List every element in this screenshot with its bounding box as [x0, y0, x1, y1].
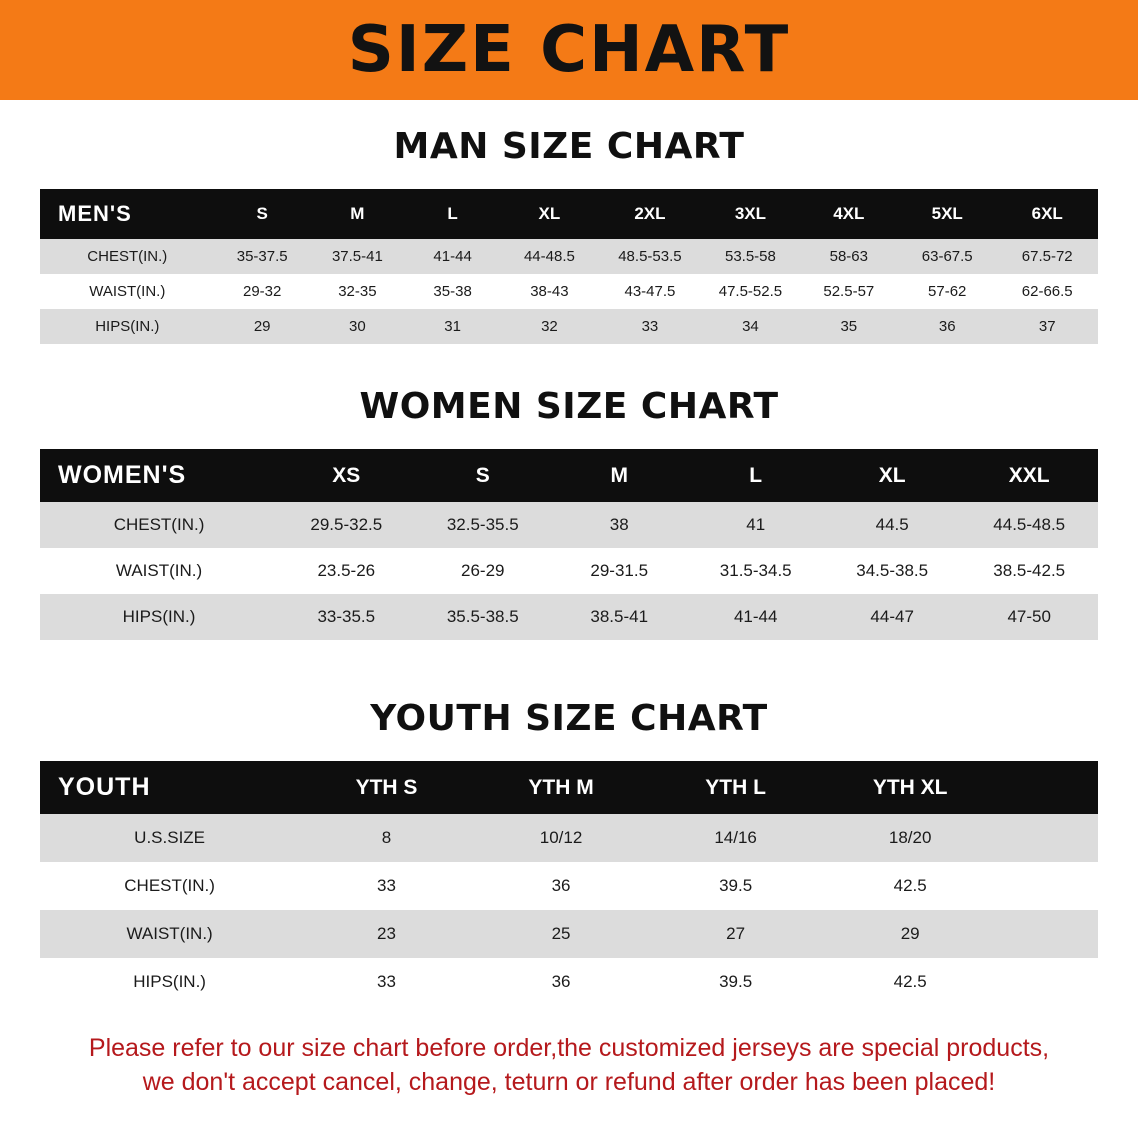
man-hips-5xl: 36 [898, 309, 996, 344]
man-waist-3xl: 47.5-52.5 [701, 274, 799, 309]
women-waist-xl: 34.5-38.5 [824, 548, 960, 594]
women-hips-xxl: 47-50 [960, 594, 1098, 640]
table-row [40, 958, 1098, 1006]
disclaimer-note [36, 1032, 1102, 1100]
disclaimer-line-2: we don't accept cancel, change, teturn or refund after order has been placed! [142, 1067, 996, 1096]
youth-table-wrapper [40, 761, 1098, 1006]
women-header-s: S [415, 449, 551, 502]
women-hips-m: 38.5-41 [551, 594, 687, 640]
table-row [40, 910, 1098, 958]
youth-table-header [40, 761, 1098, 814]
women-row-label-waist: WAIST(IN.) [40, 548, 278, 594]
youth-chest-spacer [997, 862, 1098, 910]
women-waist-l: 31.5-34.5 [687, 548, 823, 594]
youth-ussize-yth-l: 14/16 [648, 814, 823, 862]
youth-row-label-ussize: U.S.SIZE [40, 814, 299, 862]
women-header-xxl: XXL [960, 449, 1098, 502]
man-header-m: M [310, 189, 405, 239]
table-row [40, 274, 1098, 309]
man-chest-3xl: 53.5-58 [701, 239, 799, 274]
man-hips-2xl: 33 [599, 309, 702, 344]
youth-waist-yth-l: 27 [648, 910, 823, 958]
youth-waist-yth-xl: 29 [823, 910, 998, 958]
youth-table-body [40, 814, 1098, 1006]
youth-chest-yth-m: 36 [474, 862, 649, 910]
women-row-label-hips: HIPS(IN.) [40, 594, 278, 640]
man-table-body [40, 239, 1098, 344]
man-chest-2xl: 48.5-53.5 [599, 239, 702, 274]
table-row [40, 502, 1098, 548]
youth-waist-spacer [997, 910, 1098, 958]
man-hips-s: 29 [215, 309, 310, 344]
man-hips-3xl: 34 [701, 309, 799, 344]
man-hips-xl: 32 [500, 309, 598, 344]
women-size-table [40, 449, 1098, 640]
youth-ussize-yth-m: 10/12 [474, 814, 649, 862]
youth-header-yth-m: YTH M [474, 761, 649, 814]
man-hips-4xl: 35 [800, 309, 898, 344]
man-chest-6xl: 67.5-72 [996, 239, 1098, 274]
table-row [40, 594, 1098, 640]
youth-row-label-waist: WAIST(IN.) [40, 910, 299, 958]
man-header-xl: XL [500, 189, 598, 239]
women-waist-xxl: 38.5-42.5 [960, 548, 1098, 594]
women-waist-m: 29-31.5 [551, 548, 687, 594]
youth-header-spacer [997, 761, 1098, 814]
table-row [40, 862, 1098, 910]
youth-row-label-chest: CHEST(IN.) [40, 862, 299, 910]
youth-hips-yth-m: 36 [474, 958, 649, 1006]
women-header-xl: XL [824, 449, 960, 502]
women-chest-m: 38 [551, 502, 687, 548]
man-header-label: MEN'S [40, 189, 215, 239]
youth-chest-yth-s: 33 [299, 862, 474, 910]
table-row [40, 814, 1098, 862]
man-row-label-hips: HIPS(IN.) [40, 309, 215, 344]
youth-row-label-hips: HIPS(IN.) [40, 958, 299, 1006]
youth-ussize-spacer [997, 814, 1098, 862]
man-table-wrapper [40, 189, 1098, 344]
women-section-heading: WOMEN SIZE CHART [359, 386, 779, 427]
youth-header-yth-l: YTH L [648, 761, 823, 814]
youth-chest-yth-xl: 42.5 [823, 862, 998, 910]
table-header-row [40, 189, 1098, 239]
man-header-l: L [405, 189, 500, 239]
man-waist-2xl: 43-47.5 [599, 274, 702, 309]
women-hips-xl: 44-47 [824, 594, 960, 640]
women-chest-xs: 29.5-32.5 [278, 502, 414, 548]
man-waist-m: 32-35 [310, 274, 405, 309]
man-header-6xl: 6XL [996, 189, 1098, 239]
women-chest-s: 32.5-35.5 [415, 502, 551, 548]
man-chest-l: 41-44 [405, 239, 500, 274]
man-waist-xl: 38-43 [500, 274, 598, 309]
man-hips-l: 31 [405, 309, 500, 344]
women-row-label-chest: CHEST(IN.) [40, 502, 278, 548]
women-header-xs: XS [278, 449, 414, 502]
man-waist-4xl: 52.5-57 [800, 274, 898, 309]
man-chest-4xl: 58-63 [800, 239, 898, 274]
women-table-body [40, 502, 1098, 640]
man-section-heading: MAN SIZE CHART [393, 126, 745, 167]
youth-ussize-yth-xl: 18/20 [823, 814, 998, 862]
man-header-2xl: 2XL [599, 189, 702, 239]
youth-chest-yth-l: 39.5 [648, 862, 823, 910]
table-row [40, 548, 1098, 594]
man-waist-6xl: 62-66.5 [996, 274, 1098, 309]
man-hips-m: 30 [310, 309, 405, 344]
banner [0, 0, 1138, 100]
man-header-s: S [215, 189, 310, 239]
disclaimer-line-1: Please refer to our size chart before order,the customized jerseys are special products, [88, 1034, 1050, 1062]
women-table-wrapper [40, 449, 1098, 640]
table-row [40, 239, 1098, 274]
youth-hips-spacer [997, 958, 1098, 1006]
man-waist-5xl: 57-62 [898, 274, 996, 309]
youth-waist-yth-m: 25 [474, 910, 649, 958]
women-chest-xxl: 44.5-48.5 [960, 502, 1098, 548]
man-header-5xl: 5XL [898, 189, 996, 239]
youth-hips-yth-s: 33 [299, 958, 474, 1006]
man-chest-s: 35-37.5 [215, 239, 310, 274]
man-header-3xl: 3XL [701, 189, 799, 239]
youth-ussize-yth-s: 8 [299, 814, 474, 862]
women-table-header [40, 449, 1098, 502]
women-header-m: M [551, 449, 687, 502]
man-chest-xl: 44-48.5 [500, 239, 598, 274]
man-chest-m: 37.5-41 [310, 239, 405, 274]
man-hips-6xl: 37 [996, 309, 1098, 344]
youth-header-yth-xl: YTH XL [823, 761, 998, 814]
man-size-table [40, 189, 1098, 344]
women-waist-xs: 23.5-26 [278, 548, 414, 594]
man-waist-s: 29-32 [215, 274, 310, 309]
youth-header-label: YOUTH [40, 761, 299, 814]
youth-waist-yth-s: 23 [299, 910, 474, 958]
man-row-label-waist: WAIST(IN.) [40, 274, 215, 309]
page-title: SIZE CHART [347, 13, 791, 87]
man-table-header [40, 189, 1098, 239]
youth-hips-yth-xl: 42.5 [823, 958, 998, 1006]
women-chest-xl: 44.5 [824, 502, 960, 548]
women-waist-s: 26-29 [415, 548, 551, 594]
women-header-l: L [687, 449, 823, 502]
youth-hips-yth-l: 39.5 [648, 958, 823, 1006]
man-header-4xl: 4XL [800, 189, 898, 239]
women-hips-xs: 33-35.5 [278, 594, 414, 640]
table-header-row [40, 449, 1098, 502]
women-header-label: WOMEN'S [40, 449, 278, 502]
youth-section-heading: YOUTH SIZE CHART [370, 698, 768, 739]
man-waist-l: 35-38 [405, 274, 500, 309]
women-hips-l: 41-44 [687, 594, 823, 640]
table-row [40, 309, 1098, 344]
youth-size-table [40, 761, 1098, 1006]
women-hips-s: 35.5-38.5 [415, 594, 551, 640]
youth-header-yth-s: YTH S [299, 761, 474, 814]
man-row-label-chest: CHEST(IN.) [40, 239, 215, 274]
table-header-row [40, 761, 1098, 814]
man-chest-5xl: 63-67.5 [898, 239, 996, 274]
women-chest-l: 41 [687, 502, 823, 548]
